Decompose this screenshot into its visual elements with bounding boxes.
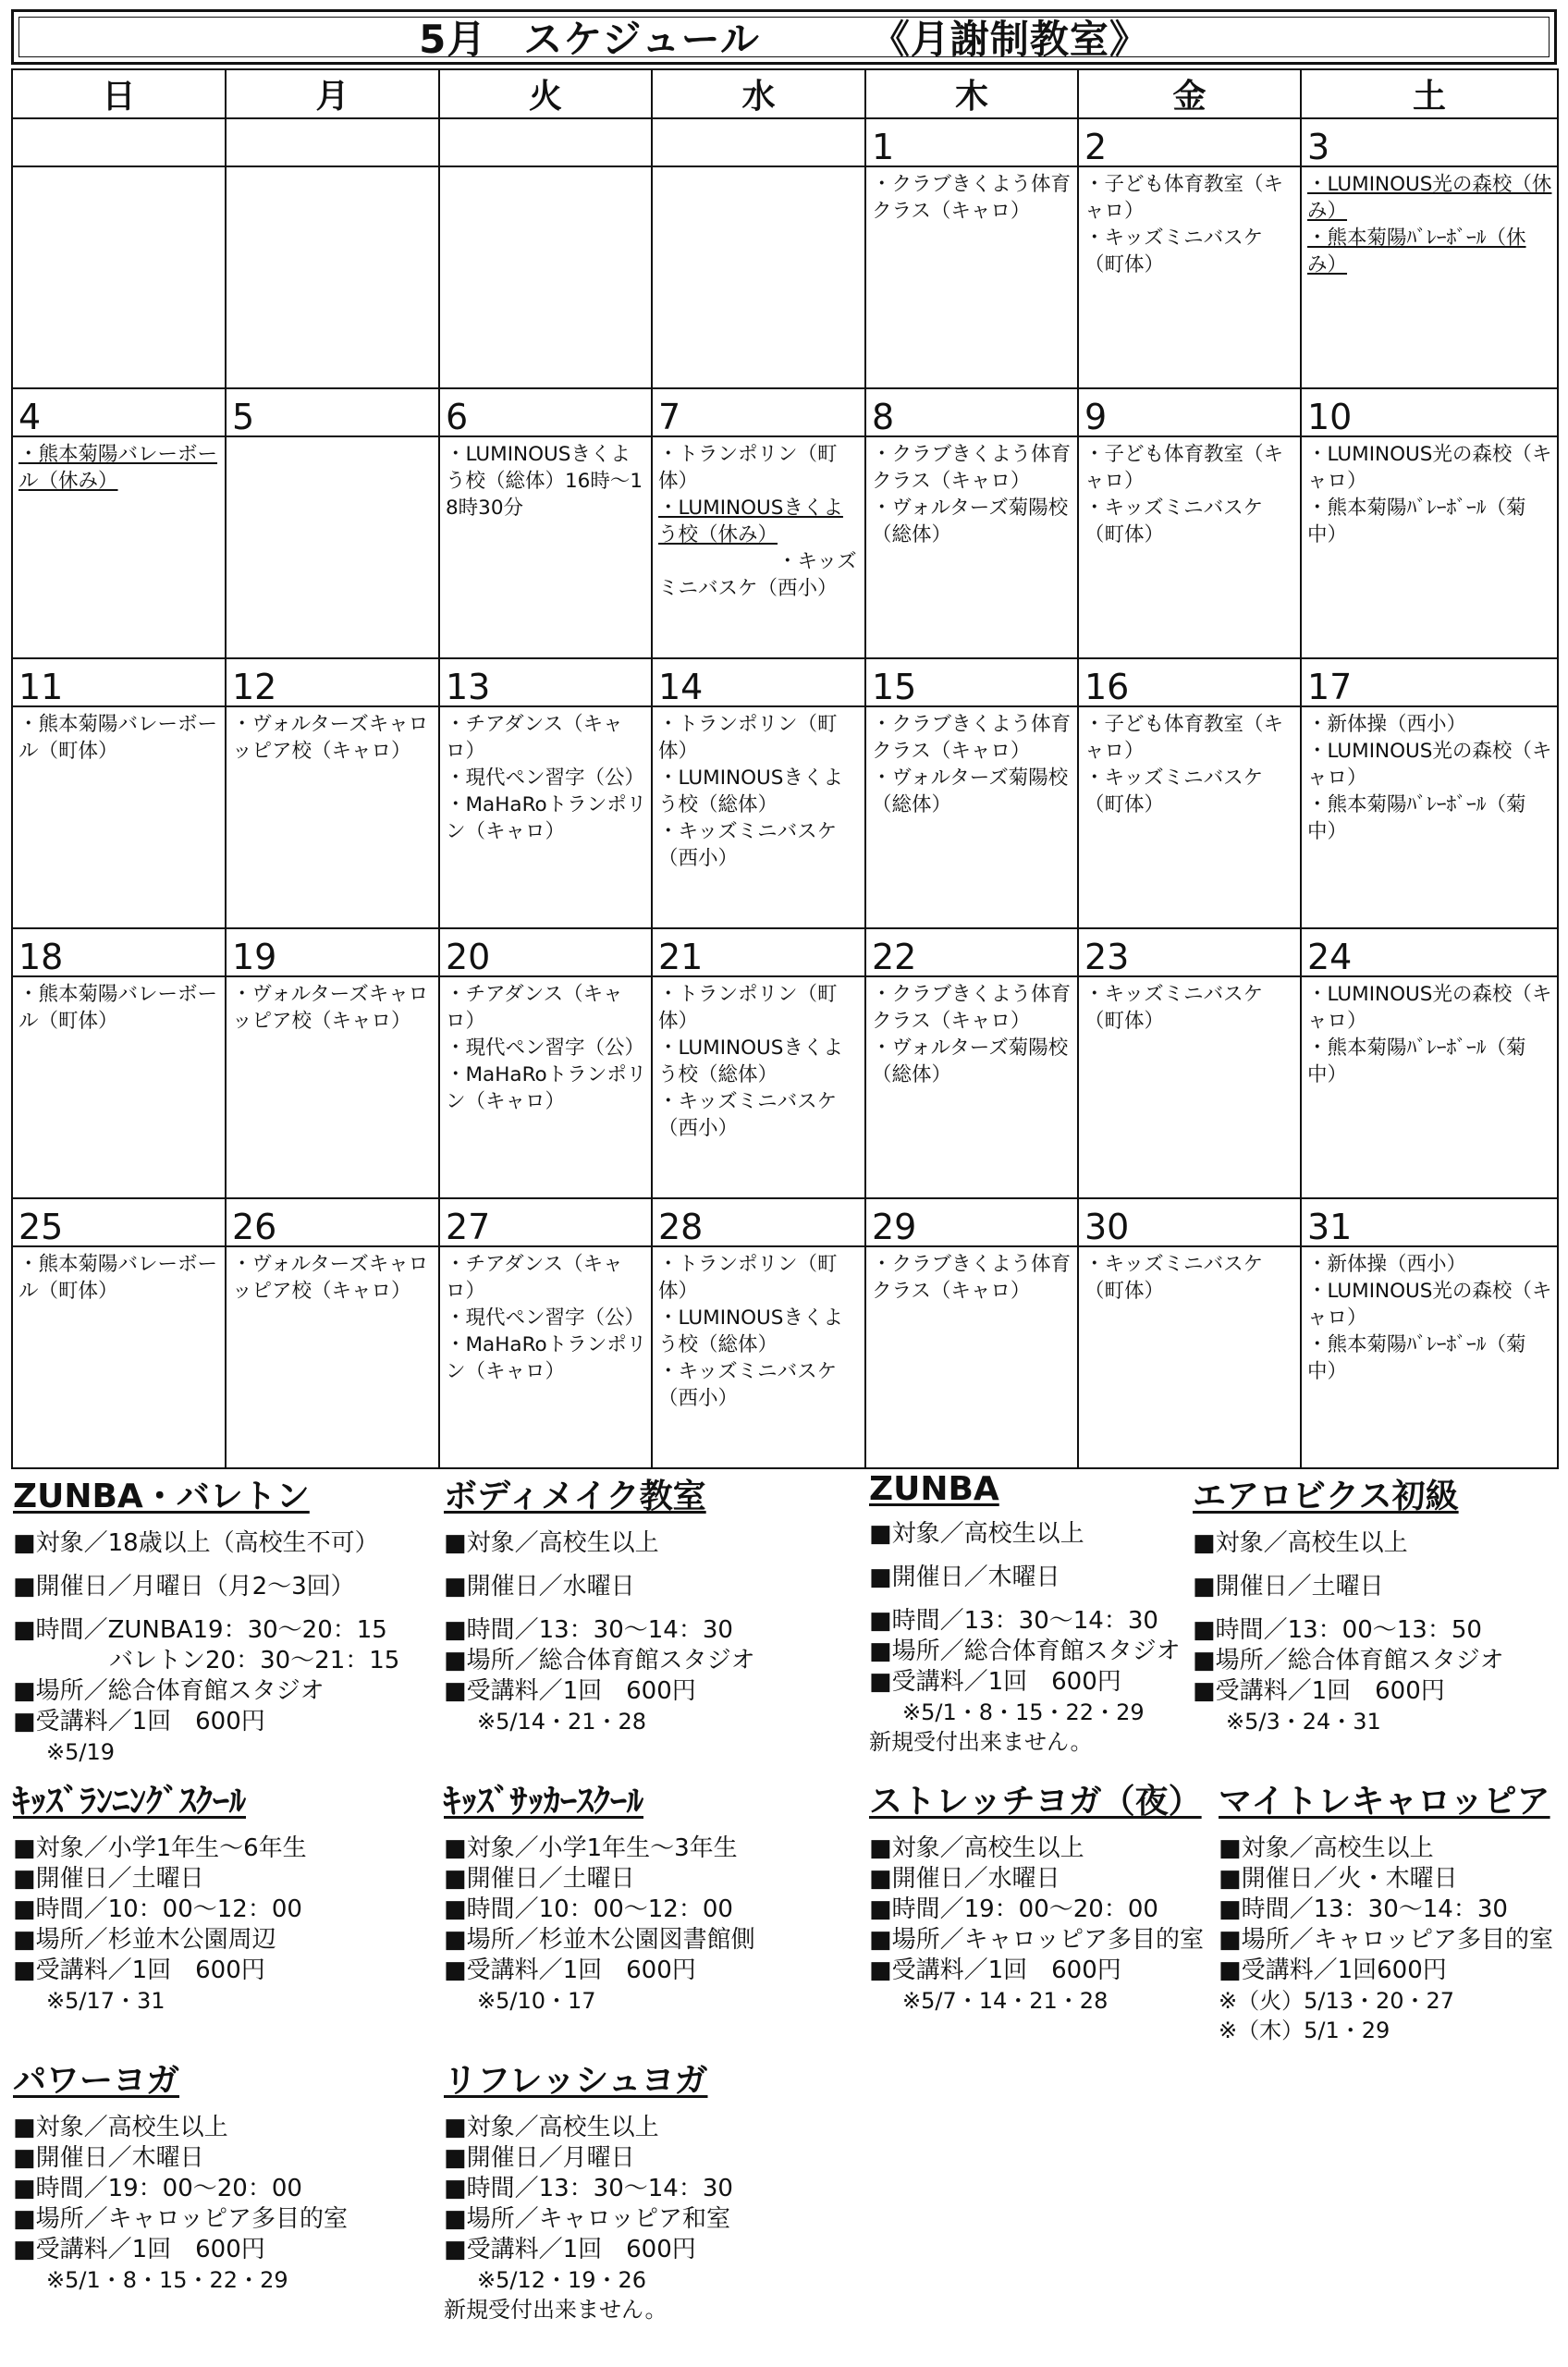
day-number: 9 <box>1079 389 1300 437</box>
class-detail-line: ■開催日／月曜日（月2～3回） <box>13 1573 355 1600</box>
event-item: ・トランポリン（町体） <box>658 1253 838 1303</box>
class-detail-line: ■時間／10：00～12：00 <box>13 1895 302 1923</box>
event-item: ・新体操（西小） <box>1307 1253 1467 1276</box>
event-list <box>866 1247 1077 1305</box>
title-bar <box>11 9 1557 65</box>
weekday-thu: 木 <box>865 69 1078 118</box>
event-item: ・キッズミニバスケ（町体） <box>1084 767 1264 816</box>
class-title: ZUNBA <box>869 1470 999 1508</box>
class-detail-line: ■対象／小学1年生～6年生 <box>13 1834 307 1862</box>
day-number: 12 <box>227 659 438 707</box>
class-title: ボディメイク教室 <box>444 1478 706 1515</box>
day-cell <box>652 658 865 928</box>
class-detail-line: ■時間／13：30～14：30 <box>444 2175 733 2202</box>
weekday-mon: 月 <box>226 69 439 118</box>
day-number: 20 <box>440 929 651 977</box>
class-dates-note: ※（木）5/1・29 <box>1219 2017 1390 2043</box>
class-detail-line: ■場所／キャロッピア多目的室 <box>1219 1926 1554 1954</box>
class-detail-line: ■対象／高校生以上 <box>13 2114 228 2141</box>
class-title: ｷｯｽﾞｻｯｶｰｽｸｰﾙ <box>444 1783 643 1821</box>
day-cell <box>1078 388 1301 658</box>
class-detail-line: ■受講料／1回 600円 <box>869 1668 1121 1696</box>
event-item: ・LUMINOUS光の森校（キャロ） <box>1307 983 1552 1033</box>
event-item: ・子ども体育教室（キャロ） <box>1084 713 1284 763</box>
class-dates-note: ※（火）5/13・20・27 <box>1219 1988 1455 2014</box>
event-item: ・トランポリン（町体） <box>658 443 838 493</box>
event-list <box>13 167 225 171</box>
class-title: リフレッシュヨガ <box>444 2062 708 2100</box>
day-number: 21 <box>653 929 864 977</box>
day-number: 5 <box>227 389 438 437</box>
class-detail-line: ■開催日／水曜日 <box>444 1573 635 1600</box>
event-list <box>13 437 225 495</box>
event-list <box>1302 1247 1557 1385</box>
day-cell <box>439 118 652 388</box>
day-number: 8 <box>866 389 1077 437</box>
class-detail-line: ■場所／キャロッピア多目的室 <box>13 2205 349 2233</box>
event-list <box>1079 167 1300 278</box>
class-detail-line: ■受講料／1回600円 <box>1219 1956 1447 1984</box>
day-cell <box>652 118 865 388</box>
event-item: ・ヴォルターズキャロッピア校（キャロ） <box>232 1253 429 1303</box>
event-list <box>13 1247 225 1305</box>
event-item: ・熊本菊陽ﾊﾞﾚｰﾎﾞｰﾙ（休み） <box>1307 227 1526 276</box>
class-title: ZUNBA・バレトン <box>13 1478 310 1515</box>
day-cell <box>12 928 226 1198</box>
day-cell <box>439 928 652 1198</box>
day-number: 30 <box>1079 1199 1300 1247</box>
weekday-header-row <box>12 69 1558 118</box>
event-list <box>653 707 864 872</box>
event-item: ・LUMINOUS光の森校（キャロ） <box>1307 443 1552 493</box>
class-detail-line: ■場所／杉並木公園周辺 <box>13 1926 276 1954</box>
event-item: ・ヴォルターズ菊陽校（総体） <box>872 1036 1069 1086</box>
event-item: ・LUMINOUSきくよう校（総体） <box>658 767 843 816</box>
class-detail-line: ■時間／19：00～20：00 <box>13 2175 302 2202</box>
day-cell <box>1078 928 1301 1198</box>
event-item: ・熊本菊陽バレーボール（町体） <box>18 1253 218 1303</box>
day-number: 16 <box>1079 659 1300 707</box>
day-cell <box>439 388 652 658</box>
calendar-body <box>12 118 1558 1468</box>
class-dates-note: ※5/3・24・31 <box>1226 1709 1381 1735</box>
title-subtitle: 《月謝制教室》 <box>870 17 1149 62</box>
class-title: ｷｯｽﾞﾗﾝﾆﾝｸﾞｽｸｰﾙ <box>13 1783 246 1821</box>
class-detail-line: ■受講料／1回 600円 <box>13 2236 265 2263</box>
day-number: 10 <box>1302 389 1557 437</box>
day-cell <box>1078 1198 1301 1468</box>
day-number: 27 <box>440 1199 651 1247</box>
class-block <box>869 1470 1181 1757</box>
event-item: ・クラブきくよう体育クラス（キャロ） <box>872 1253 1072 1303</box>
day-number: 18 <box>13 929 225 977</box>
day-number <box>13 119 225 167</box>
class-detail-line: ■時間／13：30～14：30 <box>869 1607 1158 1635</box>
event-item: ・クラブきくよう体育クラス（キャロ） <box>872 173 1072 223</box>
class-detail-line: ■開催日／水曜日 <box>869 1865 1060 1893</box>
class-title: ストレッチヨガ（夜） <box>869 1783 1202 1821</box>
event-item: ・熊本菊陽バレーボール（休み） <box>18 443 218 493</box>
title-label: スケジュール <box>523 17 760 62</box>
class-dates-note: ※5/17・31 <box>46 1988 165 2014</box>
class-detail-line: ■開催日／木曜日 <box>869 1564 1060 1591</box>
day-number: 1 <box>866 119 1077 167</box>
day-cell <box>12 1198 226 1468</box>
event-item: ・キッズミニバスケ（西小） <box>658 820 838 870</box>
class-detail-line: ■開催日／土曜日 <box>1193 1573 1384 1600</box>
event-item: ・熊本菊陽ﾊﾞﾚｰﾎﾞｰﾙ（菊中） <box>1307 1333 1526 1383</box>
event-item: ・ヴォルターズキャロッピア校（キャロ） <box>232 983 429 1033</box>
class-dates-note: ※5/12・19・26 <box>477 2267 647 2293</box>
day-cell <box>865 118 1078 388</box>
event-list <box>13 707 225 765</box>
day-cell <box>226 118 439 388</box>
event-item: ・MaHaRoトランポリン（キャロ） <box>446 1333 647 1383</box>
class-detail-line: ■受講料／1回 600円 <box>13 1708 265 1735</box>
class-detail-line: ■場所／総合体育館スタジオ <box>13 1677 325 1705</box>
event-item: ・LUMINOUS光の森校（休み） <box>1307 173 1552 223</box>
day-number: 23 <box>1079 929 1300 977</box>
day-number: 19 <box>227 929 438 977</box>
day-number: 28 <box>653 1199 864 1247</box>
class-detail-line: ■場所／キャロッピア多目的室 <box>869 1926 1205 1954</box>
event-item: ・MaHaRoトランポリン（キャロ） <box>446 1063 647 1113</box>
event-list <box>866 707 1077 818</box>
event-item: ・LUMINOUSきくよう校（休み） <box>658 497 843 546</box>
day-number: 11 <box>13 659 225 707</box>
class-extra-note: 新規受付出来ません。 <box>869 1729 1093 1755</box>
day-cell <box>12 118 226 388</box>
event-item: ・ヴォルターズ菊陽校（総体） <box>872 497 1069 546</box>
class-extra-note: 新規受付出来ません。 <box>444 2297 668 2323</box>
day-cell <box>652 1198 865 1468</box>
day-number: 14 <box>653 659 864 707</box>
event-list <box>440 167 651 171</box>
class-detail-line: ■場所／杉並木公園図書館側 <box>444 1926 755 1954</box>
class-detail-line: ■時間／13：30～14：30 <box>444 1616 733 1644</box>
class-title: エアロビクス初級 <box>1193 1478 1459 1515</box>
day-cell <box>226 928 439 1198</box>
day-cell <box>439 658 652 928</box>
class-detail-line: ■場所／総合体育館スタジオ <box>869 1637 1181 1665</box>
day-number: 22 <box>866 929 1077 977</box>
class-detail-line: ■対象／18歳以上（高校生不可） <box>13 1529 379 1557</box>
class-detail-line: ■場所／総合体育館スタジオ <box>1193 1647 1504 1674</box>
class-title: マイトレキャロッピア <box>1219 1783 1550 1821</box>
class-detail-line: ■時間／19：00～20：00 <box>869 1895 1158 1923</box>
class-dates-note: ※5/10・17 <box>477 1988 596 2014</box>
day-number: 4 <box>13 389 225 437</box>
class-block <box>13 1470 399 1767</box>
class-block <box>1219 1775 1553 2045</box>
event-list <box>1079 977 1300 1035</box>
class-detail-line: ■開催日／火・木曜日 <box>1219 1865 1458 1893</box>
event-list <box>653 977 864 1142</box>
class-detail-line: ■受講料／1回 600円 <box>444 1677 696 1705</box>
event-item: ・チアダンス（キャロ） <box>446 1253 623 1303</box>
class-detail-line: ■開催日／月曜日 <box>444 2144 635 2172</box>
day-cell <box>439 1198 652 1468</box>
day-cell <box>1301 118 1558 388</box>
event-list <box>440 977 651 1115</box>
class-detail-line: ■対象／高校生以上 <box>1193 1529 1408 1557</box>
day-cell <box>652 928 865 1198</box>
event-item: ・キッズミニバスケ（町体） <box>1084 983 1264 1033</box>
event-list <box>227 437 438 441</box>
event-list <box>653 437 864 602</box>
class-detail-line: ■対象／高校生以上 <box>869 1520 1084 1548</box>
event-list <box>653 167 864 171</box>
event-list <box>1302 707 1557 845</box>
event-list <box>866 167 1077 225</box>
weekday-sat: 土 <box>1301 69 1558 118</box>
event-item: ・LUMINOUS光の森校（キャロ） <box>1307 740 1552 790</box>
event-item: ・キッズミニバスケ（西小） <box>658 1360 838 1410</box>
event-item: ・キッズミニバスケ（西小） <box>658 550 857 600</box>
event-list <box>653 1247 864 1412</box>
class-detail-line: ■対象／高校生以上 <box>444 2114 659 2141</box>
event-item: ・クラブきくよう体育クラス（キャロ） <box>872 983 1072 1033</box>
day-cell <box>1301 658 1558 928</box>
event-item: ・トランポリン（町体） <box>658 983 838 1033</box>
day-number: 31 <box>1302 1199 1557 1247</box>
event-list <box>227 167 438 171</box>
class-detail-line: ■開催日／土曜日 <box>444 1865 635 1893</box>
day-cell <box>1301 1198 1558 1468</box>
event-list <box>866 437 1077 548</box>
event-item: ・トランポリン（町体） <box>658 713 838 763</box>
event-item: ・LUMINOUSきくよう校（総体）16時～18時30分 <box>446 443 643 520</box>
title-month: 5月 <box>419 17 487 62</box>
class-detail-line: ■場所／キャロッピア和室 <box>444 2205 731 2233</box>
class-block <box>13 1775 307 2016</box>
class-detail-line: バレトン20：30～21：15 <box>13 1647 400 1674</box>
event-list <box>866 977 1077 1088</box>
class-detail-line: ■受講料／1回 600円 <box>444 1956 696 1984</box>
class-detail-line: ■時間／10：00～12：00 <box>444 1895 733 1923</box>
class-block <box>444 2054 733 2324</box>
class-dates-note: ※5/1・8・15・22・29 <box>46 2267 288 2293</box>
event-list <box>1302 977 1557 1088</box>
event-item: ・クラブきくよう体育クラス（キャロ） <box>872 443 1072 493</box>
event-list <box>1079 437 1300 548</box>
event-list <box>227 977 438 1035</box>
class-dates-note: ※5/19 <box>46 1739 116 1765</box>
day-number: 26 <box>227 1199 438 1247</box>
day-cell <box>865 1198 1078 1468</box>
class-block <box>13 2054 348 2295</box>
class-block <box>444 1470 755 1736</box>
class-detail-line: ■受講料／1回 600円 <box>444 2236 696 2263</box>
class-title: パワーヨガ <box>13 2062 180 2100</box>
class-dates-note: ※5/7・14・21・28 <box>902 1988 1109 2014</box>
event-item: ・キッズミニバスケ（町体） <box>1084 227 1264 276</box>
class-detail-line: ■対象／高校生以上 <box>1219 1834 1434 1862</box>
event-item: ・キッズミニバスケ（西小） <box>658 1090 838 1140</box>
calendar-table <box>11 68 1559 1469</box>
event-item: ・クラブきくよう体育クラス（キャロ） <box>872 713 1072 763</box>
class-detail-line: ■時間／ZUNBA19：30～20：15 <box>13 1616 387 1644</box>
day-cell <box>1078 118 1301 388</box>
class-detail-line: ■受講料／1回 600円 <box>1193 1677 1445 1705</box>
class-detail-line: ■開催日／土曜日 <box>13 1865 204 1893</box>
event-list <box>440 437 651 521</box>
day-cell <box>226 658 439 928</box>
event-list <box>1302 437 1557 548</box>
day-cell <box>226 388 439 658</box>
day-cell <box>12 658 226 928</box>
event-item: ・子ども体育教室（キャロ） <box>1084 443 1284 493</box>
day-number: 15 <box>866 659 1077 707</box>
event-list <box>227 1247 438 1305</box>
class-detail-line: ■受講料／1回 600円 <box>13 1956 265 1984</box>
event-item: ・現代ペン習字（公） <box>446 1036 645 1060</box>
week-row <box>12 1198 1558 1468</box>
event-item: ・LUMINOUSきくよう校（総体） <box>658 1306 843 1356</box>
class-detail-line: ■時間／13：30～14：30 <box>1219 1895 1508 1923</box>
week-row <box>12 658 1558 928</box>
class-detail-line: ■対象／高校生以上 <box>444 1529 659 1557</box>
event-item: ・熊本菊陽ﾊﾞﾚｰﾎﾞｰﾙ（菊中） <box>1307 793 1526 843</box>
day-cell <box>1301 928 1558 1198</box>
class-dates-note: ※5/14・21・28 <box>477 1709 647 1735</box>
day-cell <box>865 658 1078 928</box>
class-block <box>444 1775 755 2016</box>
event-list <box>227 707 438 765</box>
day-number: 17 <box>1302 659 1557 707</box>
day-cell <box>865 388 1078 658</box>
event-list <box>1079 707 1300 818</box>
day-number: 2 <box>1079 119 1300 167</box>
event-item: ・熊本菊陽ﾊﾞﾚｰﾎﾞｰﾙ（菊中） <box>1307 1036 1526 1086</box>
week-row <box>12 118 1558 388</box>
event-item: ・子ども体育教室（キャロ） <box>1084 173 1284 223</box>
day-number <box>227 119 438 167</box>
day-number: 3 <box>1302 119 1557 167</box>
page-title <box>419 9 1149 65</box>
day-number: 29 <box>866 1199 1077 1247</box>
class-detail-line: ■対象／高校生以上 <box>869 1834 1084 1862</box>
class-detail-line: ■時間／13：00～13：50 <box>1193 1616 1482 1644</box>
event-item: ・MaHaRoトランポリン（キャロ） <box>446 793 647 843</box>
weekday-sun: 日 <box>12 69 226 118</box>
class-block <box>869 1775 1204 2016</box>
day-cell <box>1078 658 1301 928</box>
day-number: 25 <box>13 1199 225 1247</box>
event-item: ・ヴォルターズ菊陽校（総体） <box>872 767 1069 816</box>
day-cell <box>652 388 865 658</box>
day-number: 13 <box>440 659 651 707</box>
event-item: ・チアダンス（キャロ） <box>446 983 623 1033</box>
week-row <box>12 928 1558 1198</box>
event-item: ・チアダンス（キャロ） <box>446 713 623 763</box>
event-item: ・熊本菊陽バレーボール（町体） <box>18 983 218 1033</box>
day-cell <box>865 928 1078 1198</box>
event-item: ・ヴォルターズキャロッピア校（キャロ） <box>232 713 429 763</box>
weekday-fri: 金 <box>1078 69 1301 118</box>
day-cell <box>226 1198 439 1468</box>
event-item: ・LUMINOUS光の森校（キャロ） <box>1307 1280 1552 1330</box>
class-detail-line: ■受講料／1回 600円 <box>869 1956 1121 1984</box>
event-item: ・LUMINOUSきくよう校（総体） <box>658 1036 843 1086</box>
day-number <box>440 119 651 167</box>
day-number <box>653 119 864 167</box>
event-list <box>1302 167 1557 278</box>
event-item: ・現代ペン習字（公） <box>446 767 645 790</box>
day-number: 6 <box>440 389 651 437</box>
day-cell <box>1301 388 1558 658</box>
event-item: ・新体操（西小） <box>1307 713 1467 736</box>
week-row <box>12 388 1558 658</box>
class-detail-line: ■場所／総合体育館スタジオ <box>444 1647 755 1674</box>
weekday-wed: 水 <box>652 69 865 118</box>
weekday-tue: 火 <box>439 69 652 118</box>
event-list <box>440 707 651 845</box>
event-list <box>440 1247 651 1385</box>
event-item: ・熊本菊陽バレーボール（町体） <box>18 713 218 763</box>
class-dates-note: ※5/1・8・15・22・29 <box>902 1699 1145 1725</box>
class-detail-line: ■開催日／木曜日 <box>13 2144 204 2172</box>
event-item: ・キッズミニバスケ（町体） <box>1084 497 1264 546</box>
day-cell <box>12 388 226 658</box>
event-item: ・熊本菊陽ﾊﾞﾚｰﾎﾞｰﾙ（菊中） <box>1307 497 1526 546</box>
class-detail-line: ■対象／小学1年生～3年生 <box>444 1834 738 1862</box>
class-block <box>1193 1470 1504 1736</box>
day-number: 7 <box>653 389 864 437</box>
day-number: 24 <box>1302 929 1557 977</box>
event-item: ・キッズミニバスケ（町体） <box>1084 1253 1264 1303</box>
event-item: ・現代ペン習字（公） <box>446 1306 645 1330</box>
event-list <box>1079 1247 1300 1305</box>
event-list <box>13 977 225 1035</box>
